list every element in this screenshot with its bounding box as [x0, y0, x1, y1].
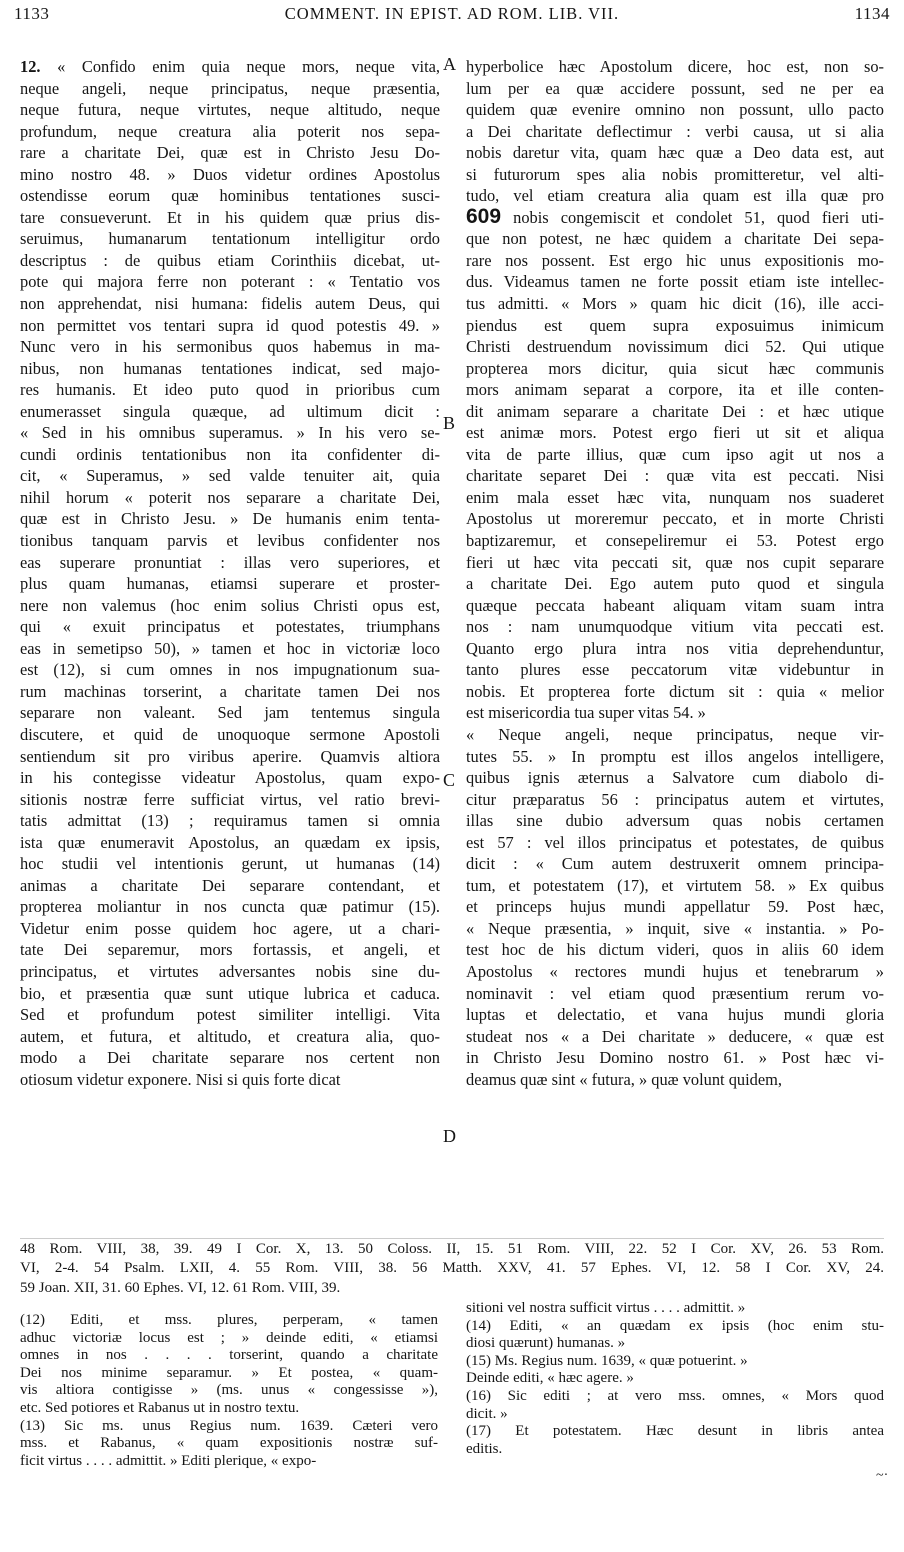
text-line: profundum, neque creatura alia poterit nos sepa- — [20, 121, 440, 141]
note-line: (12) Editi, et mss. plures, perperam, « tamen — [20, 1312, 438, 1328]
text-line: tare consueverunt. Et in his quidem quæ prius dis- — [20, 207, 440, 227]
note-line: diosi quærunt) humanas. » — [466, 1335, 626, 1352]
text-line: « Sed in his omnibus superamus. » In his vero se- — [20, 423, 440, 443]
text-line: sentiendum sit pro viribus aperire. Quamvis altiora — [20, 746, 440, 766]
text-line: Sed et profundum potest similiter intelligi. Vita — [20, 1005, 440, 1025]
note-line: Dei nos minime separamur. » Et postea, « quam- — [20, 1364, 438, 1381]
text-line: in his contegisse videatur Apostolus, quam expo- — [20, 768, 440, 788]
text-line: enim mala esset hæc vita, nunquam nos suaderet — [466, 487, 884, 507]
running-header — [0, 4, 904, 34]
text-line: cit, « Superamus, » sed valde tenuiter ait, quia — [20, 466, 440, 486]
text-line: quæ est in Christo Jesu. » De humanis enim tenta- — [20, 509, 440, 529]
text-line: vita de parte illius, quæ cum ipso agit ut nos a — [466, 444, 884, 464]
text-line: eas in semetipso 50), » tamen et hoc in victoriæ loco — [20, 638, 440, 658]
text-line: nos : nam unumquodque vitium vita peccati est. — [466, 617, 884, 637]
text-line: tatis admittat (13) ; requiramus tamen si omnia — [20, 811, 440, 831]
text-line: dicit : « Cum autem destruxerit omnem principa- — [466, 854, 884, 874]
note-line: Deinde editi, « hæc agere. » — [466, 1370, 634, 1387]
text-line: deamus quæ sint « futura, » quæ volunt quidem, — [466, 1069, 782, 1089]
note-line: (14) Editi, « an quædam ex ipsis (hoc enim stu- — [466, 1317, 884, 1334]
text-line: plus quam humanas, etiamsi superare et proster- — [20, 574, 440, 594]
text-line: sitionis nostræ ferre sufficiat virtus, vel ratio brevi- — [20, 789, 440, 809]
text-line: modo a Dei charitate separare nos certent non — [20, 1048, 440, 1068]
right-text-column — [466, 56, 884, 1090]
text-line: dus. Videamus tamen ne forte possit etiam iste intellec- — [466, 272, 884, 292]
note-line: sitioni vel nostra sufficit virtus . . . . admittit. » — [466, 1300, 746, 1316]
text-line: ostendisse eorum quæ hominibus tentationes susci- — [20, 186, 440, 206]
footnote-rule — [20, 1238, 884, 1239]
text-line: tate Dei separemur, mors fortassis, et angeli, et — [20, 940, 440, 960]
text-line: ista quæ enumeravit Apostolus, an quædam ex ipsis, — [20, 832, 440, 852]
note-line: dicit. » — [466, 1405, 508, 1422]
text-line: propterea moliantur in nos cuncta quæ patimur (15). — [20, 897, 440, 917]
text-line: est animæ mors. Potest ergo fieri ut sit et aliqua — [466, 423, 884, 443]
note-line: mss. et Rabanus, « quam expositionis nostræ suf- — [20, 1435, 438, 1452]
text-line: res humanis. Et ideo puto quod in prioribus cum — [20, 380, 440, 400]
text-line: studeat nos « a Dei charitate » deducere, « quæ est — [466, 1026, 884, 1046]
text-line: luptas et delectatio, et vana hujus mundi gloria — [466, 1005, 884, 1025]
text-line: tanto plures esse peccatorum vitæ videbuntur in — [466, 660, 884, 680]
text-line: nobis daretur vita, quam hæc quæ a Deo data est, aut — [466, 143, 884, 163]
print-mark: ~· — [876, 1468, 889, 1483]
note-line: (13) Sic ms. unus Regius num. 1639. Cæteri vero — [20, 1417, 438, 1434]
column-number: 609 — [466, 206, 502, 228]
text-line: Apostolus ut moreremur peccato, et in morte Christi — [466, 509, 884, 529]
text-line: fieri ut hæc vita peccati sit, quæ nos cupit separare — [466, 552, 884, 572]
text-line: tus admitti. « Mors » quam hic dicit (16), ille acci- — [466, 294, 884, 314]
page-number-left: 1133 — [14, 4, 50, 23]
text-line: Christi destruendum novissimum dici 52. Qui utique — [466, 337, 884, 357]
text-line: non apprehendat, nisi humana: fidelis autem Deus, qui — [20, 294, 440, 314]
text-line: nibus, non humanas tentationes indicat, sed majo- — [20, 358, 440, 378]
text-line: principatus, et virtutes adversantes nobis sine du- — [20, 961, 440, 981]
note-line: ficit virtus . . . . admittit. » Editi plerique, « expo- — [20, 1452, 317, 1469]
text-line: hyperbolice hæc Apostolum dicere, hoc est, non so- — [466, 57, 884, 76]
text-line: enumerasset singula quæque, ad ultimum dicit : — [20, 401, 440, 421]
text-line: separare non valeant. Sed jam tentemus singula — [20, 703, 440, 723]
text-line: « Neque præsentia, » inquit, sive « instantia. » Po- — [466, 918, 884, 938]
critical-notes-left — [20, 1312, 438, 1470]
text-line: tionibus tanquam parvis et levibus confidenter nos — [20, 531, 440, 551]
note-line: omnes in nos . . . . torserint, quando a charitate — [20, 1347, 438, 1364]
text-line: nere non valemus (hoc enim solius Christi opus est, — [20, 595, 440, 615]
text-line: charitate separet Dei : quæ vita est peccati. Nisi — [466, 466, 884, 486]
text-line: 609 nobis congemiscit et condolet 51, quod fieri uti- — [466, 206, 884, 228]
note-line: (15) Ms. Regius num. 1639, « quæ potuerint. » — [466, 1352, 748, 1369]
text-line: bio, et præsentia quæ sunt utique lubrica et caduca. — [20, 983, 440, 1003]
text-line: mors animam separat a corpore, ita et ille conten- — [466, 380, 884, 400]
text-line: pote qui majora ferre non poterant : « Tentatio vos — [20, 272, 440, 292]
text-line: in Christo Jesu Domino nostro 61. » Post hæc vi- — [466, 1048, 884, 1068]
text-line: a charitate Dei. Ego autem puto quod et singula — [466, 574, 884, 594]
note-line: editis. — [466, 1440, 503, 1457]
text-line: non permittet vos tentari supra id quod potestis 49. » — [20, 315, 440, 335]
text-line: rum machinas torserint, a charitate tamen Dei nos — [20, 681, 440, 701]
note-line: adhuc victoriæ locus est ; » deinde editi, « etiamsi — [20, 1329, 438, 1346]
text-line: est misericordia tua super vitas 54. » — [466, 703, 706, 723]
text-line: lum per ea quæ accidere possunt, sed ne per ea — [466, 78, 884, 98]
text-line: eas superare pronuntiat : illas vero superiores, et — [20, 552, 440, 572]
text-line: quibus ignis æternus a Salvatore cum diabolo di- — [466, 768, 884, 788]
text-line: test hoc de his dictum videri, quos in aliis 60 idem — [466, 940, 884, 960]
text-line: et princeps hujus mundi appellatur 59. Post hæc, — [466, 897, 884, 917]
text-line: neque futura, neque virtutes, neque altitudo, neque — [20, 100, 440, 120]
text-line: tum, et potestatem (17), et virtutem 58. » Ex quibus — [466, 875, 884, 895]
text-line: 12. « Confido enim quia neque mors, neque vita, — [20, 57, 440, 76]
text-line: nobis. Et propterea forte dictum sit : quia « melior — [466, 681, 884, 701]
running-title: COMMENT. IN EPIST. AD ROM. LIB. VII. — [284, 4, 620, 23]
text-line: piendus est quem supra exposuimus inimicum — [466, 315, 884, 335]
text-line: descriptus : de quibus etiam Corinthiis dicebat, ut- — [20, 250, 440, 270]
text-line: est 57 : vel illos principatus et potestates, de quibus — [466, 832, 884, 852]
text-line: propterea mors dicitur, quia sicut hæc communis — [466, 358, 884, 378]
text-line: cundi ordinis tentationibus non ita confidenter di- — [20, 444, 440, 464]
text-line: Quanto ergo plura intra nos vitia deprehenduntur, — [466, 638, 884, 658]
margin-letter-b: B — [443, 413, 456, 433]
text-line: tudo, vel etiam creatura alia quam est illa quæ pro — [466, 186, 884, 206]
text-line: « Neque angeli, neque principatus, neque vir- — [466, 724, 884, 744]
text-line: otiosum videtur exponere. Nisi si quis forte dicat — [20, 1069, 341, 1089]
text-line: hoc studii vel intentionis gerunt, ut humanas (14) — [20, 854, 440, 874]
margin-letter-a: A — [443, 54, 456, 74]
text-line: dit animam separare a charitate Dei : et hæc utique — [466, 401, 884, 421]
text-line: si futurorum spes alia nobis promitteretur, vel alti- — [466, 164, 884, 184]
text-line: quæque peccata habeant aliquam vitam suam intra — [466, 595, 884, 615]
note-line: (16) Sic editi ; at vero mss. omnes, « Mors quod — [466, 1387, 884, 1404]
text-line: seruimus, humanarum tentationum intelligitur ordo — [20, 229, 440, 249]
note-line: etc. Sed potiores et Rabanus ut in nostro textu. — [20, 1399, 300, 1416]
text-line: quidem quæ evenire omnino non possunt, ullo pacto — [466, 100, 884, 120]
left-text-column — [20, 56, 440, 1090]
page-number-right: 1134 — [854, 4, 890, 23]
margin-letter-c: C — [443, 770, 456, 790]
text-line: a Dei charitate deflectimur : verbi causa, ut si alia — [466, 121, 884, 141]
note-line: (17) Et potestatem. Hæc desunt in libris antea — [466, 1423, 884, 1440]
scripture-reference-line: VI, 2-4. 54 Psalm. LXII, 4. 55 Rom. VIII, 38. 56 Matth. XXV, 41. 57 Ephes. VI, 12. 58 I Cor. XV, 24. — [20, 1260, 884, 1276]
text-line: tutes 55. » In promptu est illos angelos intelligere, — [466, 746, 884, 766]
text-line: que non potest, ne hæc quidem a charitate Dei sepa- — [466, 229, 884, 249]
text-line: nominavit : vel etiam quod præsentium rerum vo- — [466, 983, 884, 1003]
scripture-reference-line: 59 Joan. XII, 31. 60 Ephes. VI, 12. 61 Rom. VIII, 39. — [20, 1280, 341, 1296]
critical-notes-right — [466, 1300, 884, 1458]
text-line: neque angeli, neque principatus, neque præsentia, — [20, 78, 440, 98]
note-line: vis altiora contigisse » (ms. unus « congessisse »), — [20, 1382, 438, 1399]
text-line: est (12), si cum omnes in nos impugnationum sua- — [20, 660, 440, 680]
margin-letter-d: D — [443, 1126, 456, 1146]
text-line: discutere, et quid de unoquoque sermone Apostoli — [20, 724, 440, 744]
text-line: citur præparatus 56 : principatus autem et virtutes, — [466, 789, 884, 809]
scripture-reference-line: 48 Rom. VIII, 38, 39. 49 I Cor. X, 13. 50 Coloss. II, 15. 51 Rom. VIII, 22. 52 I Cor. XV, 26. 53 Rom. — [20, 1241, 884, 1257]
text-line: Apostolus « rectores mundi hujus et tenebrarum » — [466, 961, 884, 981]
verse-number: 12. — [20, 57, 41, 76]
text-line: nihil horum « poterit nos separare a charitate Dei, — [20, 487, 440, 507]
text-line: Nunc vero in his sermonibus quos habemus in ma- — [20, 337, 440, 357]
text-line: rare nos possent. Est ergo hic unus expositionis mo- — [466, 250, 884, 270]
text-line: illas sine dubio adversum quas nobis certamen — [466, 811, 884, 831]
text-line: animas a charitate Dei separare contendant, et — [20, 875, 440, 895]
text-line: baptizaremur, et consepeliremur ei 53. Potest ergo — [466, 531, 884, 551]
text-line: autem, et futura, et altitudo, et creatura alia, quo- — [20, 1026, 440, 1046]
text-line: mino nostro 48. » Duos videtur ordines Apostolus — [20, 164, 440, 184]
text-line: Videtur enim posse quidem hoc agere, ut a chari- — [20, 918, 440, 938]
text-line: rare a charitate Dei, quæ est in Christo Jesu Do- — [20, 143, 440, 163]
text-line: qui « exuit principatus et potestates, triumphans — [20, 617, 440, 637]
